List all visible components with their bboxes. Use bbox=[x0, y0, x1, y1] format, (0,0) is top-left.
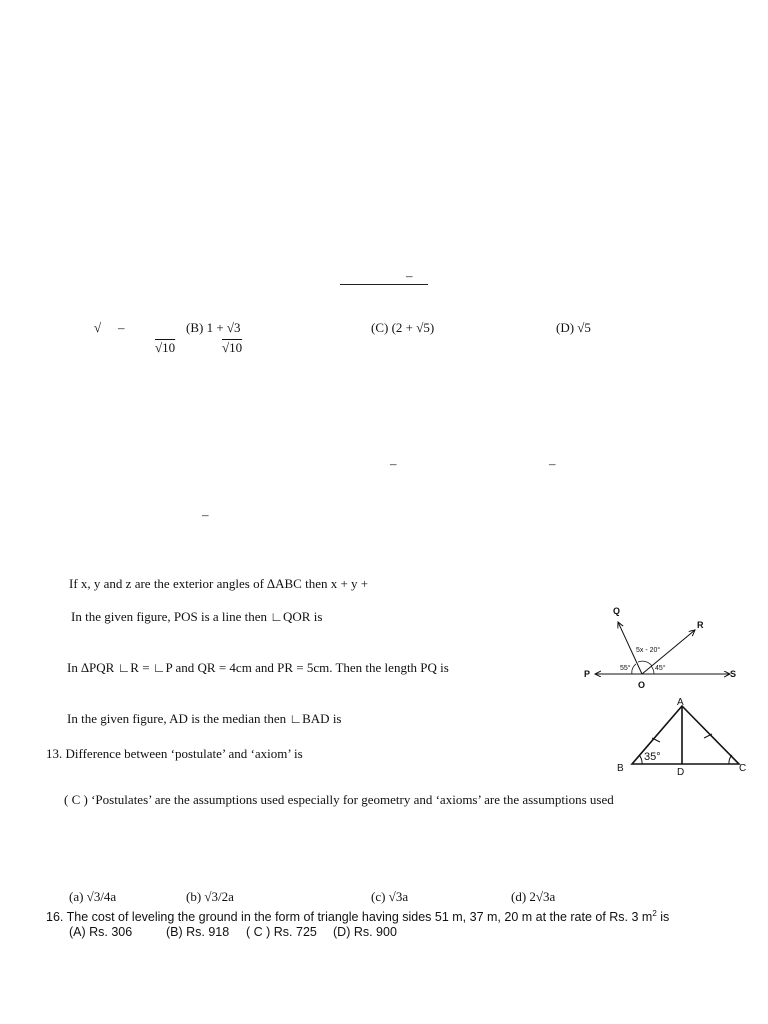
label-q: Q bbox=[613, 606, 621, 616]
denominator-1: √10 bbox=[155, 340, 176, 355]
q16-option-b: (B) Rs. 918 bbox=[166, 925, 230, 939]
label-r: R bbox=[697, 620, 704, 630]
label-a: A bbox=[677, 697, 684, 708]
q16-option-a: (A) Rs. 306 bbox=[69, 925, 133, 939]
label-c: C bbox=[739, 763, 747, 774]
denominator-2: √10 bbox=[222, 340, 243, 355]
angle-arc-b bbox=[639, 755, 642, 764]
question-13: 13. Difference between ‘postulate’ and ‘axiom’ is bbox=[46, 746, 303, 761]
angles-figure bbox=[580, 600, 740, 692]
question-pos-line: In the given figure, POS is a line then ∟QOR is bbox=[71, 609, 323, 624]
angle-top-label: 5x - 20° bbox=[636, 647, 661, 654]
angle-arc bbox=[632, 664, 636, 674]
angle-left-label: 55° bbox=[620, 665, 631, 672]
question-exterior-angles: If x, y and z are the exterior angles of ∆ABC then x + y + bbox=[69, 576, 369, 591]
label-d: D bbox=[677, 767, 685, 778]
angle-right-label: 45° bbox=[655, 665, 666, 672]
q15-option-c: (c) √3a bbox=[371, 889, 409, 904]
angle-arc-c bbox=[729, 755, 732, 764]
question-16: 16. The cost of leveling the ground in the form of triangle having sides 51 m, 37 m, 20 m at the rate of Rs. 3 $m^2$ is bbox=[46, 909, 670, 925]
superscript-2: 2 bbox=[652, 909, 657, 918]
option-c: (C) (2 + √5) bbox=[371, 320, 435, 335]
fraction-mark: – bbox=[406, 268, 413, 283]
triangle-figure bbox=[612, 696, 752, 778]
q16-option-c: ( C ) Rs. 725 bbox=[246, 925, 317, 939]
dash-mark: – bbox=[549, 456, 556, 471]
option-a-dash: – bbox=[118, 320, 125, 335]
label-o: O bbox=[638, 680, 646, 690]
fraction-line bbox=[340, 284, 428, 285]
q15-option-b: (b) √3/2a bbox=[186, 889, 234, 904]
label-p: P bbox=[584, 669, 591, 679]
option-a-radical: √ bbox=[94, 320, 102, 335]
option-b: (B) 1 + √3 bbox=[186, 320, 241, 335]
angle-35-label: 35° bbox=[644, 751, 661, 763]
question-median: In the given figure, AD is the median then ∟BAD is bbox=[67, 711, 342, 726]
option-d: (D) √5 bbox=[556, 320, 591, 335]
q16-option-d: (D) Rs. 900 bbox=[333, 925, 397, 939]
dash-mark: – bbox=[390, 456, 397, 471]
label-b: B bbox=[617, 763, 624, 774]
angle-arc bbox=[638, 661, 652, 666]
dash-mark: – bbox=[202, 507, 209, 522]
question-13-option-c: ( C ) ‘Postulates’ are the assumptions used especially for geometry and ‘axioms’ are the assumptions used bbox=[64, 792, 614, 807]
q15-option-d: (d) 2√3a bbox=[511, 889, 556, 904]
label-s: S bbox=[730, 669, 737, 679]
question-pqr: In ∆PQR ∟R = ∟P and QR = 4cm and PR = 5cm. Then the length PQ is bbox=[67, 660, 449, 675]
angle-arc bbox=[651, 666, 654, 674]
q15-option-a: (a) √3/4a bbox=[69, 889, 117, 904]
